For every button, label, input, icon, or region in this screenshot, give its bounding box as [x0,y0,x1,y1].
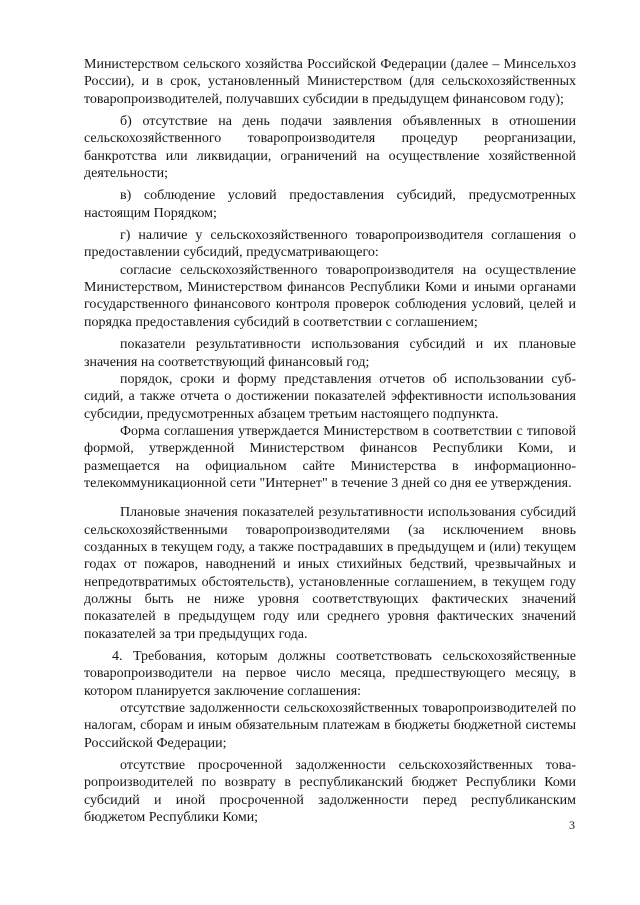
paragraph-no-tax-debt: отсутствие задолженности сельскохозяйственных товаропроизводителей по налогам, сборам и иным обязательным платежам в бюджеты бюджетной системы Российской Федерации; [84,701,576,751]
paragraph-agreement-form: Форма соглашения утверждается Министерством в соответствии с типовой формой, утвержденной Министерством финансов Республики Коми, и размещается на официальном сайте Министерства в информационно-телекоммуникационной сети "Интернет" в течение 3 дней со дня ее утверждения. [84,423,576,491]
paragraph-requirements: 4. Требования, которым должны соответствовать сельскохозяйственные товаропроизводители на первое число месяца, предшествующего месяцу, в котором планируется заключение соглашения: [84,649,576,699]
paragraph-item-v: в) соблюдение условий предоставления субсидий, предусмотренных настоящим Порядком; [84,188,576,221]
paragraph-planned-values: Плановые значения показателей результативности использования субсидий сельскохозяйственными товаропроизводителями (за исключением вновь созданных в текущем году, а также пострадавших в предыдущем и (или) текущем годах от пожаров, наводнений и иных стихийных бедствий, чрезвычайных и непредотвратимых обстоятельств), установленные соглашением, в текущем году должны быть не ниже уровня соответствующих фактических значений показателей в предыдущем году или среднего уровня фактических значений показателей за три предыдущих года. [84,505,576,642]
document-body [84,56,576,826]
paragraph-reporting: порядок, сроки и форму представления отчетов об использовании субсидий, а также отчета о достижении показателей эффективности использования субсидии, предусмотренных абзацем третьим настоящего подпункта. [84,371,576,422]
page-number: 3 [569,818,575,832]
paragraph-indicators: показатели результативности использования субсидий и их плановые значения на соответствующий финансовый год; [84,337,576,370]
paragraph-no-overdue-debt: отсутствие просроченной задолженности сельскохозяйственных товаропроизводителей по возврату в республиканский бюджет Республики Коми субсидий и иной просроченной задолженности перед республиканским бюджетом Республики Коми; [84,758,576,826]
paragraph-consent: согласие сельскохозяйственного товаропроизводителя на осуществление Министерством, Министерством финансов Республики Коми и иными органами государственного финансового контроля проверок соблюдения условий, целей и порядка предоставления субсидий в соответствии с соглашением; [84,262,576,330]
paragraph-item-g: г) наличие у сельскохозяйственного товаропроизводителя соглашения о предоставлении субсидий, предусматривающего: [84,228,576,261]
paragraph-continuation: Министерством сельского хозяйства Российской Федерации (далее – Минсельхоз России), и в срок, установленный Министерством (для сельскохозяйственных товаропроизводителей, получавших субсидии в предыдущем финансовом году); [84,57,576,107]
paragraph-item-b: б) отсутствие на день подачи заявления объявленных в отношении сельскохозяйственного товаропроизводителя процедур реорганизации, банкротства или ликвидации, ограничений на осуществление хозяйственной деятельности; [84,114,576,182]
